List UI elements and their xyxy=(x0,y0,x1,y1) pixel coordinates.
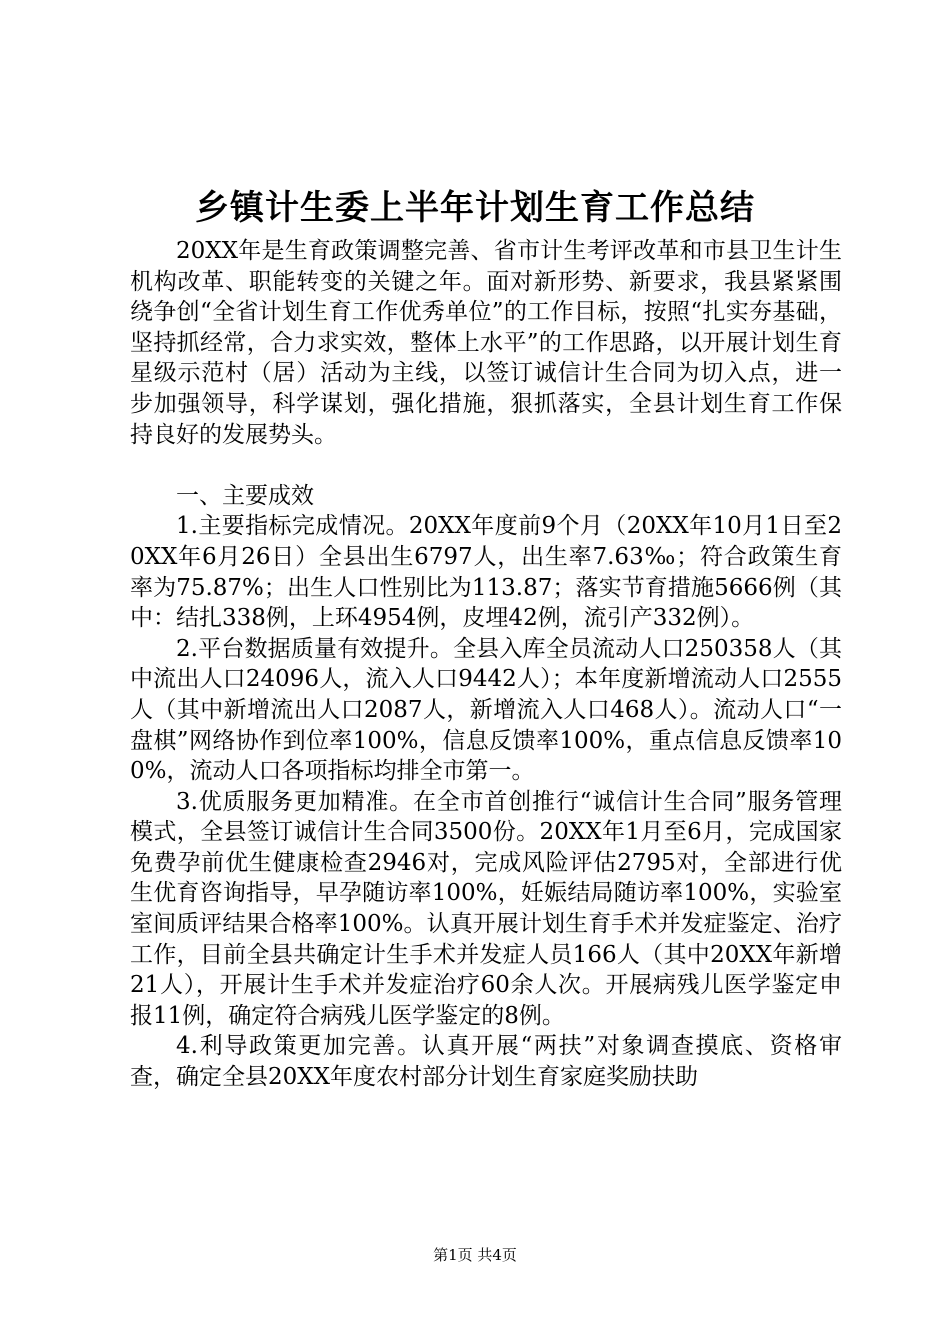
section-heading: 一、主要成效 xyxy=(176,482,314,509)
paragraph-main-indicators: 1.主要指标完成情况。20XX年度前9个月（20XX年10月1日至20XX年6月26日）全县出生6797人，出生率7.63‰；符合政策生育率为75.87%；出生人口性别比为113.87；落实节育措施5666例（其中：结扎338例，上环4954例，皮埋42例，流引产332例）。 xyxy=(130,513,842,632)
document-title: 乡镇计生委上半年计划生育工作总结 xyxy=(195,188,755,228)
page-number-footer: 第1页 共4页 xyxy=(433,1246,517,1264)
paragraph-policy: 4.利导政策更加完善。认真开展“两扶”对象调查摸底、资格审查，确定全县20XX年度农村部分计划生育家庭奖励扶助 xyxy=(130,1033,842,1091)
paragraph-quality-service: 3.优质服务更加精准。在全市首创推行“诚信计生合同”服务管理模式，全县签订诚信计生合同3500份。20XX年1月至6月，完成国家免费孕前优生健康检查2946对，完成风险评估2795对，全部进行优生优育咨询指导，早孕随访率100%，妊娠结局随访率100%，实验室室间质评结果合格率100%。认真开展计划生育手术并发症鉴定、治疗工作，目前全县共确定计生手术并发症人员166人（其中20XX年新增21人），开展计生手术并发症治疗60余人次。开展病残儿医学鉴定申报11例，确定符合病残儿医学鉴定的8例。 xyxy=(130,788,842,1029)
intro-paragraph: 20XX年是生育政策调整完善、省市计生考评改革和市县卫生计生机构改革、职能转变的关键之年。面对新形势、新要求，我县紧紧围绕争创“全省计划生育工作优秀单位”的工作目标，按照“扎实夯基础，坚持抓经常，合力求实效，整体上水平”的工作思路，以开展计划生育星级示范村（居）活动为主线，以签订诚信计生合同为切入点，进一步加强领导，科学谋划，强化措施，狠抓落实，全县计划生育工作保持良好的发展势头。 xyxy=(130,238,842,448)
document-body xyxy=(130,236,842,1093)
paragraph-spacer xyxy=(130,450,842,481)
paragraph-platform-data: 2.平台数据质量有效提升。全县入库全员流动人口250358人（其中流出人口24096人，流入人口9442人）；本年度新增流动人口2555人（其中新增流出人口2087人，新增流入人口468人）。流动人口“一盘棋”网络协作到位率100%，信息反馈率100%，重点信息反馈率100%，流动人口各项指标均排全市第一。 xyxy=(130,635,842,785)
